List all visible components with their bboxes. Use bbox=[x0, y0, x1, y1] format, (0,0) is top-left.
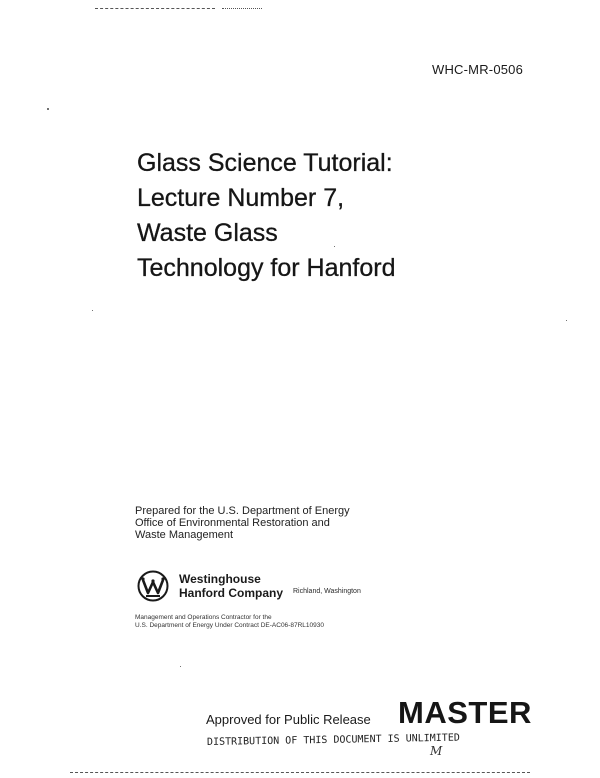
contract-line-1: Management and Operations Contractor for the bbox=[135, 614, 272, 621]
scan-speck bbox=[566, 320, 567, 321]
scan-line-bottom bbox=[70, 772, 530, 773]
title-line-4: Technology for Hanford bbox=[137, 254, 396, 282]
scan-line-top-right bbox=[222, 8, 262, 9]
handwritten-initials: M bbox=[430, 744, 443, 758]
distribution-statement: DISTRIBUTION OF THIS DOCUMENT IS UNLIMITED bbox=[206, 732, 460, 748]
company-city: Richland, Washington bbox=[293, 588, 361, 595]
contract-block bbox=[135, 614, 324, 630]
company-logo-block bbox=[137, 570, 437, 604]
title-line-1: Glass Science Tutorial: bbox=[137, 149, 393, 177]
contract-line-2: U.S. Department of Energy Under Contract DE-AC06-87RL10930 bbox=[135, 622, 324, 629]
company-name bbox=[179, 572, 283, 600]
prepared-for-block bbox=[135, 505, 350, 541]
company-name-line-1: Westinghouse bbox=[179, 572, 261, 586]
prepared-line-1: Prepared for the U.S. Department of Energy bbox=[135, 505, 350, 517]
title-line-3: Waste Glass bbox=[137, 219, 278, 247]
prepared-line-2: Office of Environmental Restoration and bbox=[135, 517, 330, 529]
document-title bbox=[137, 146, 395, 286]
westinghouse-logo-icon bbox=[137, 570, 169, 602]
scan-speck bbox=[180, 666, 181, 667]
scan-line-top bbox=[95, 8, 215, 9]
document-number: WHC-MR-0506 bbox=[432, 62, 524, 77]
prepared-line-3: Waste Management bbox=[135, 529, 234, 541]
title-line-2: Lecture Number 7, bbox=[137, 184, 345, 212]
scan-speck bbox=[47, 108, 49, 110]
company-name-line-2: Hanford Company bbox=[179, 586, 284, 600]
master-stamp: MASTER bbox=[398, 695, 532, 730]
scan-speck bbox=[92, 310, 93, 311]
release-statement: Approved for Public Release bbox=[206, 712, 371, 727]
